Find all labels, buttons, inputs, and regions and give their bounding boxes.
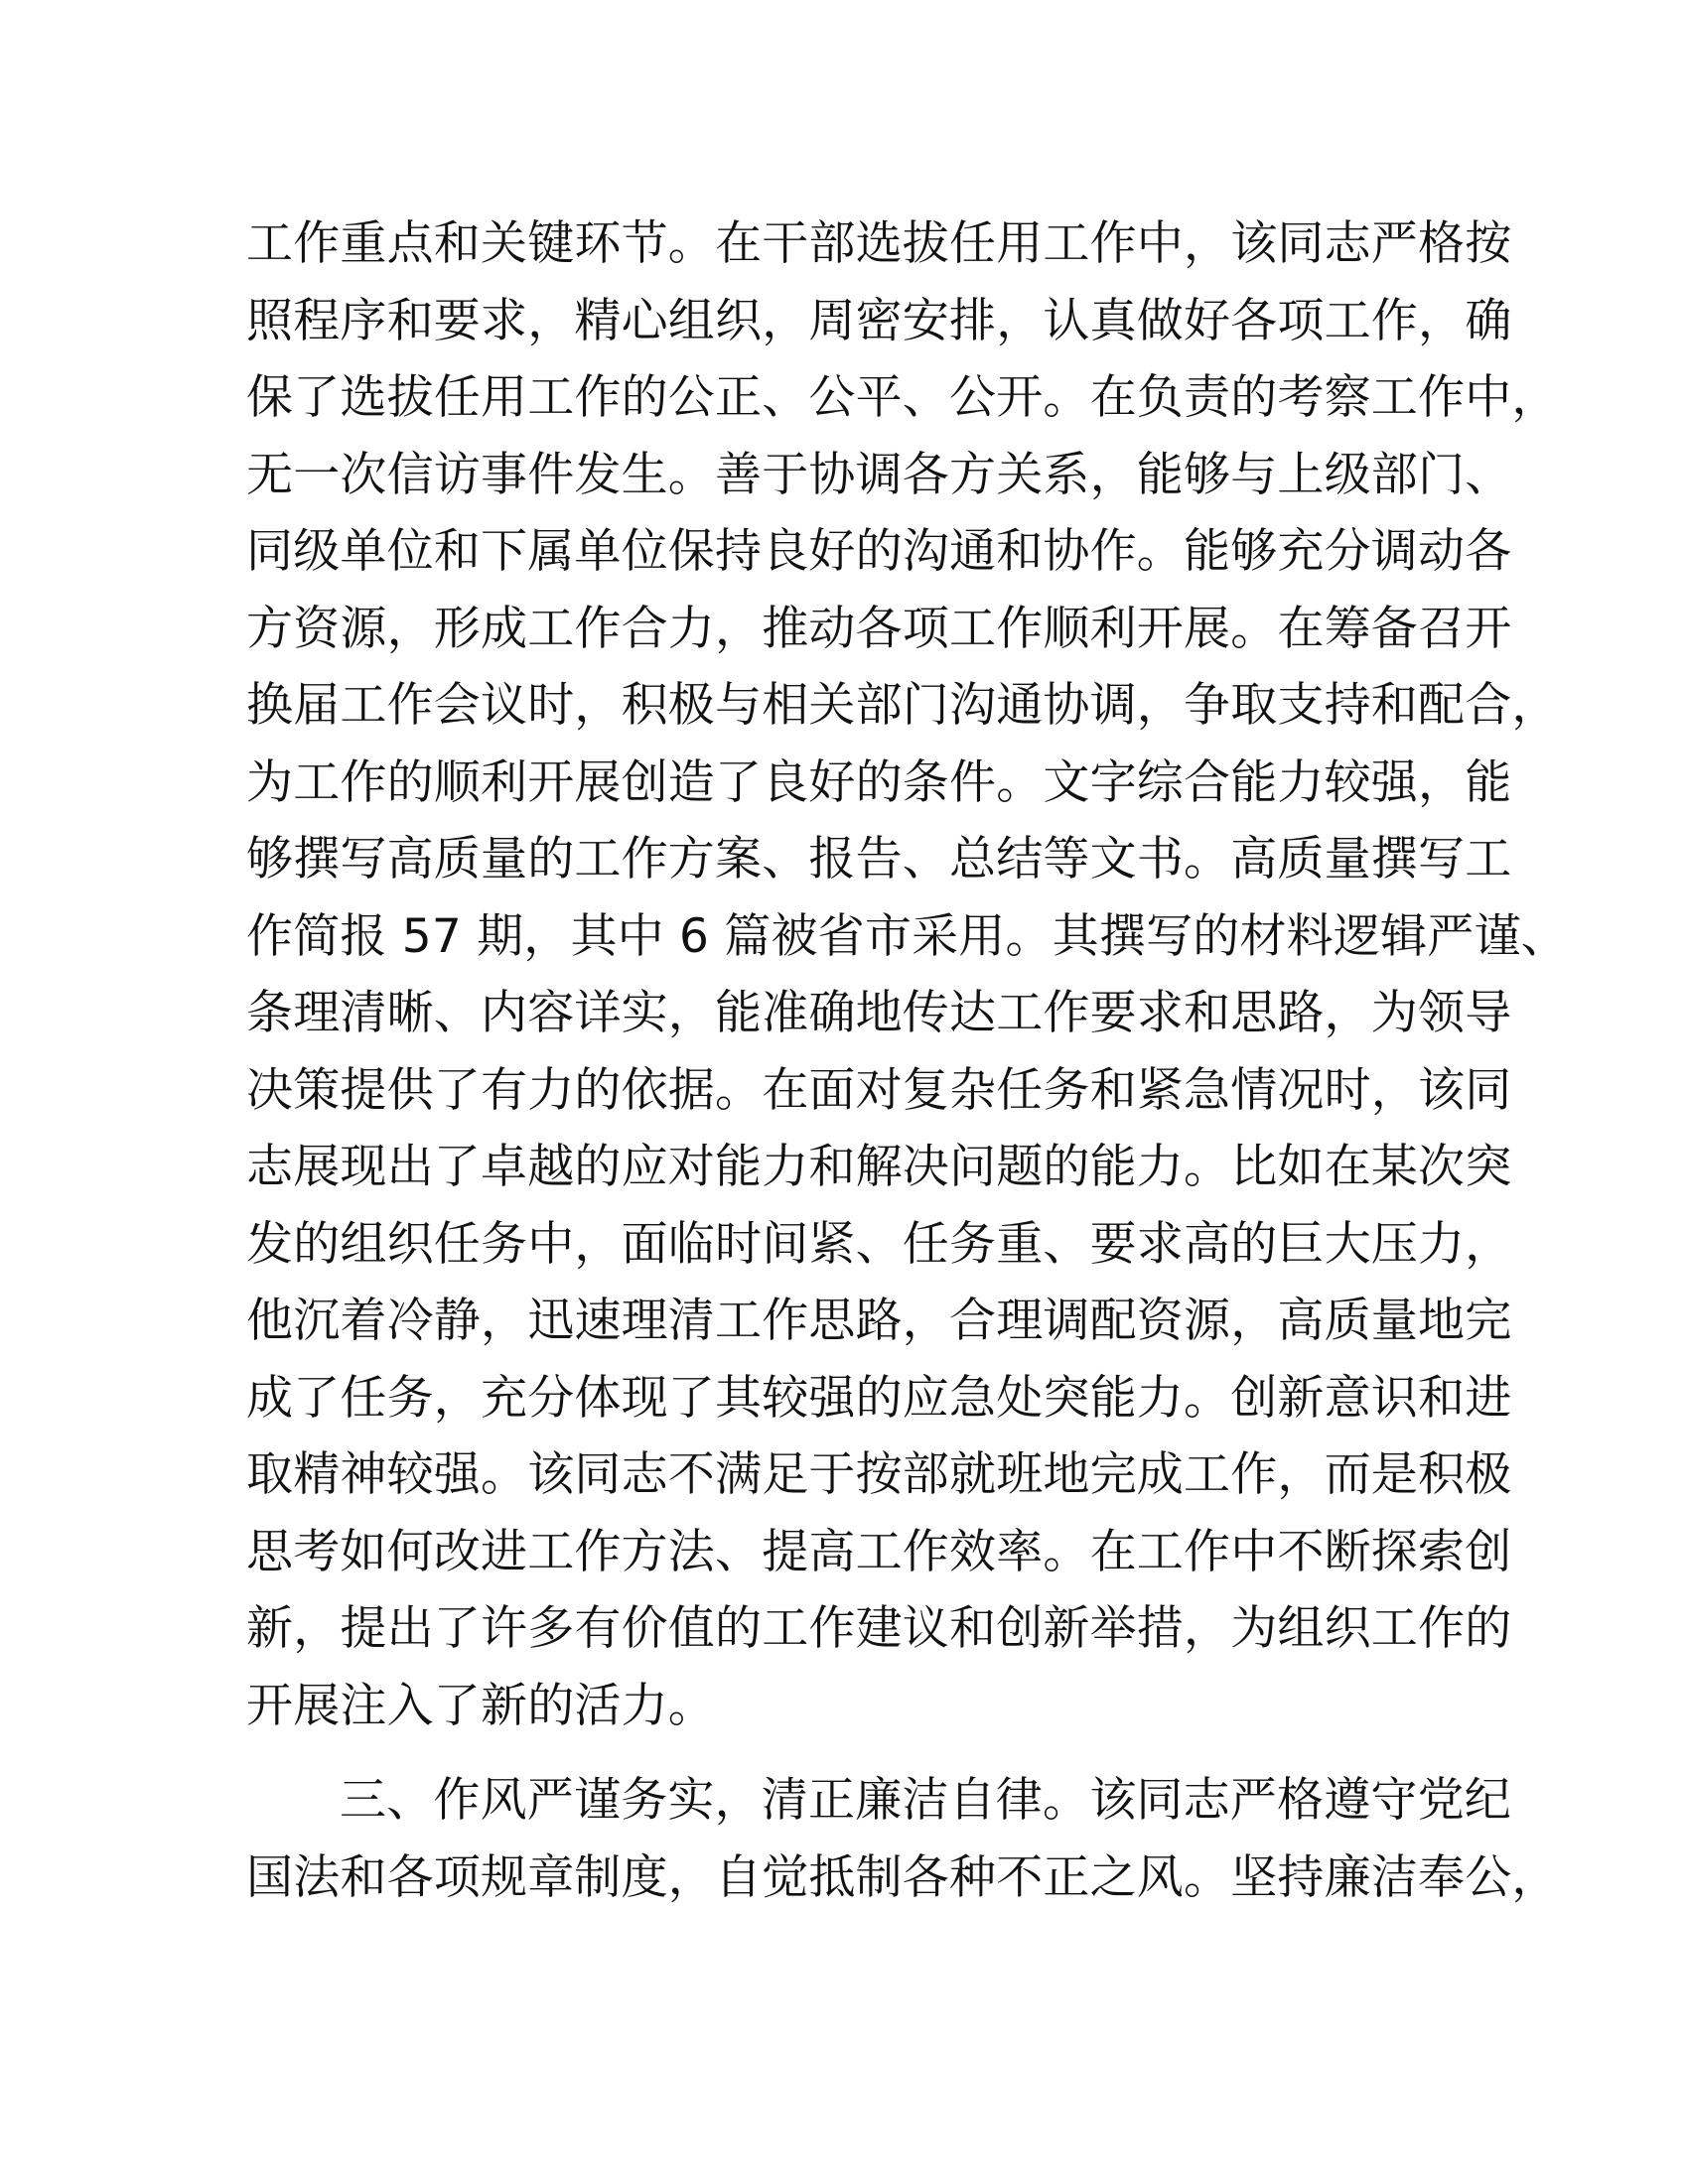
text-line: 工作重点和关键环节。在干部选拔任用工作中，该同志严格按 xyxy=(246,216,1512,271)
text-line: 无一次信访事件发生。善于协调各方关系，能够与上级部门、 xyxy=(246,447,1512,502)
text-line: 够撰写高质量的工作方案、报告、总结等文书。高质量撰写工 xyxy=(246,832,1512,887)
text-line-indented: 三、作风严谨务实，清正廉洁自律。该同志严格遵守党纪 xyxy=(340,1773,1511,1828)
text-line: 决策提供了有力的依据。在面对复杂任务和紧急情况时，该同 xyxy=(246,1062,1512,1118)
paragraph-spacing xyxy=(246,1744,1470,1762)
text-line: 志展现出了卓越的应对能力和解决问题的能力。比如在某次突 xyxy=(246,1140,1512,1194)
document-body xyxy=(246,205,1568,1916)
text-line: 新，提出了许多有价值的工作建议和创新举措，为组织工作的 xyxy=(246,1601,1512,1656)
text-line: 开展注入了新的活力。 xyxy=(246,1678,715,1733)
text-line: 同级单位和下属单位保持良好的沟通和协作。能够充分调动各 xyxy=(246,524,1512,579)
text-line: 发的组织任务中，面临时间紧、任务重、要求高的巨大压力， xyxy=(246,1216,1512,1272)
text-line: 取精神较强。该同志不满足于按部就班地完成工作，而是积极 xyxy=(246,1447,1512,1502)
text-line: 条理清晰、内容详实，能准确地传达工作要求和思路，为领导 xyxy=(246,986,1512,1040)
text-line: 换届工作会议时，积极与相关部门沟通协调，争取支持和配合， xyxy=(246,678,1559,733)
text-line: 他沉着冷静，迅速理清工作思路，合理调配资源，高质量地完 xyxy=(246,1294,1512,1348)
text-line: 为工作的顺利开展创造了良好的条件。文字综合能力较强，能 xyxy=(246,754,1512,810)
text-line: 成了任务，充分体现了其较强的应急处突能力。创新意识和进 xyxy=(246,1370,1512,1426)
text-line: 思考如何改进工作方法、提高工作效率。在工作中不断探索创 xyxy=(246,1524,1512,1579)
text-line: 保了选拔任用工作的公正、公平、公开。在负责的考察工作中， xyxy=(246,370,1559,425)
text-line: 国法和各项规章制度，自觉抵制各种不正之风。坚持廉洁奉公， xyxy=(246,1849,1559,1905)
text-line: 方资源，形成工作合力，推动各项工作顺利开展。在筹备召开 xyxy=(246,601,1512,656)
text-line: 作简报 57 期，其中 6 篇被省市采用。其撰写的材料逻辑严谨、 xyxy=(246,908,1568,964)
paragraph-1 xyxy=(246,205,1568,1744)
text-line: 照程序和要求，精心组织，周密安排，认真做好各项工作，确 xyxy=(246,293,1512,348)
paragraph-2 xyxy=(246,1762,1559,1916)
